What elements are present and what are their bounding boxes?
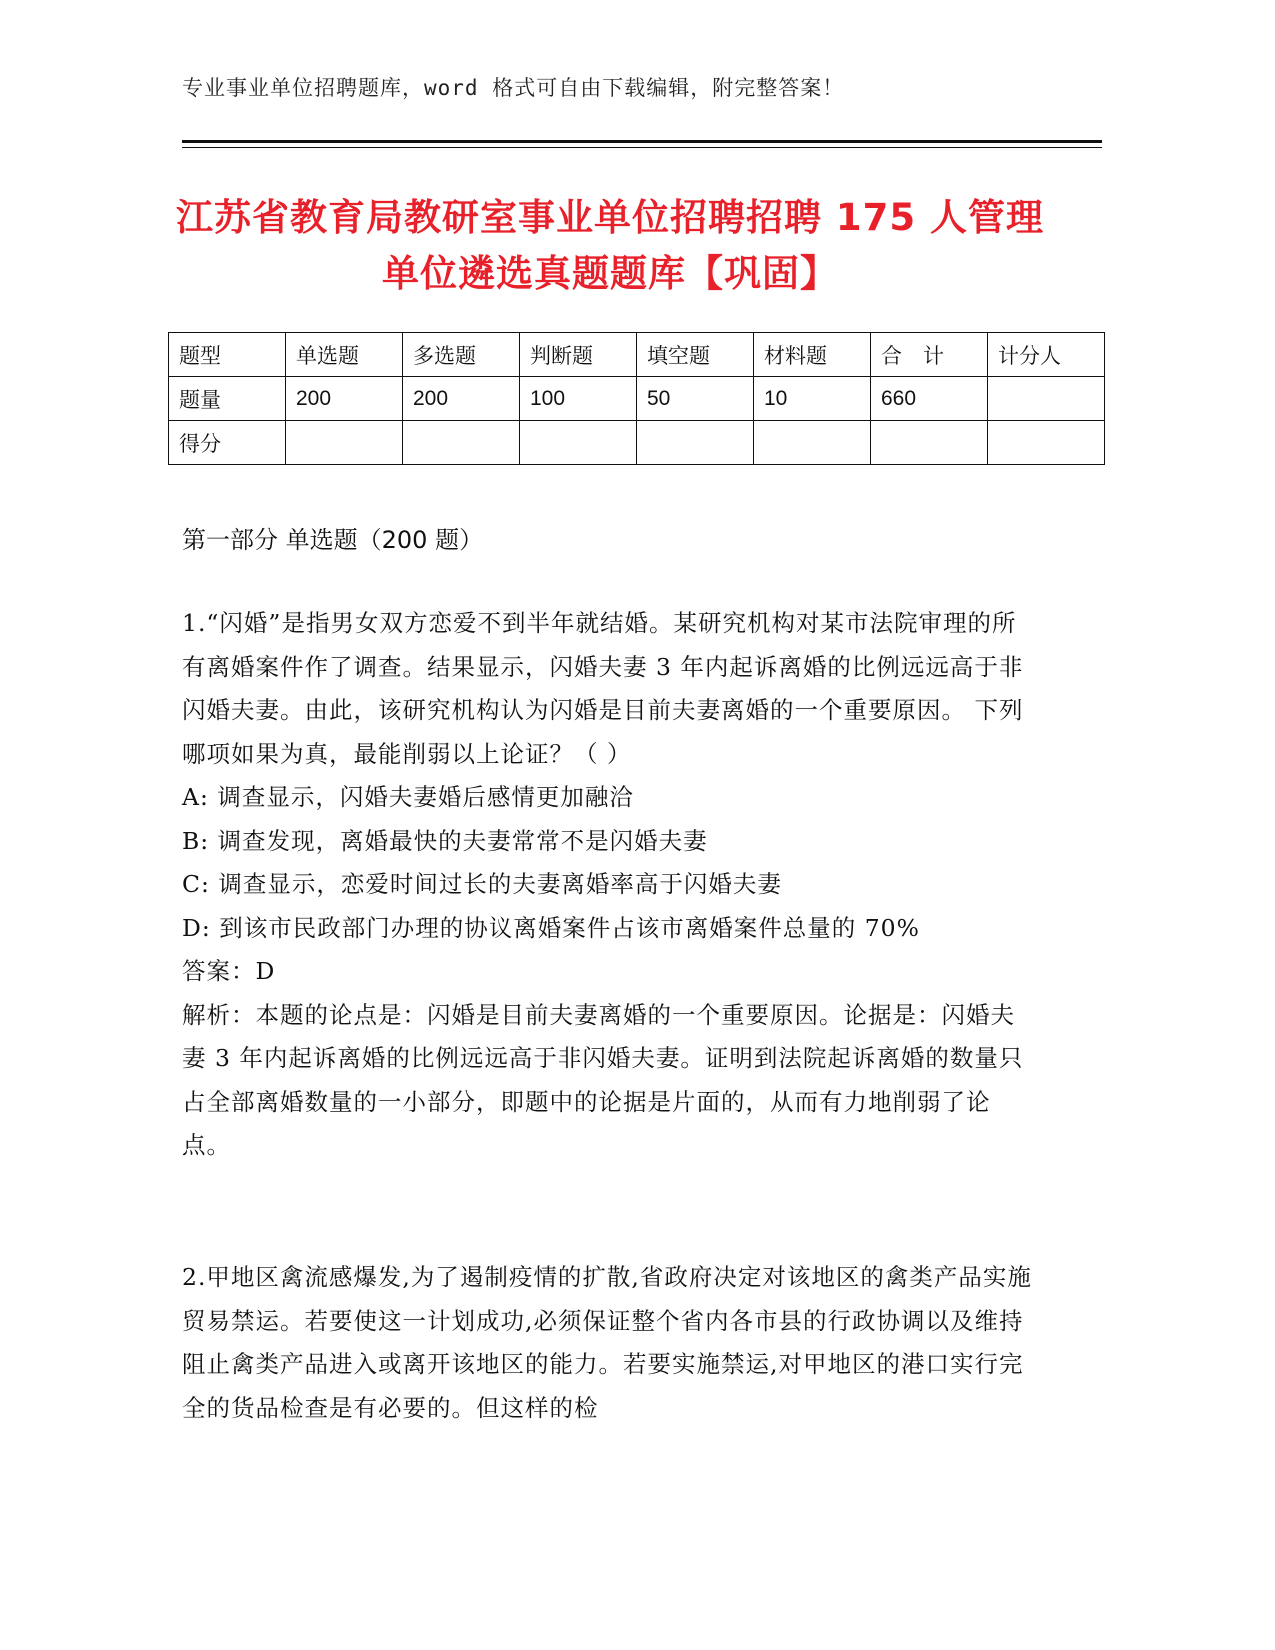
table-cell: 合 计 bbox=[871, 333, 988, 377]
table-cell bbox=[988, 421, 1105, 465]
option-c: C: 调查显示，恋爱时间过长的夫妻离婚率高于闪婚夫妻 bbox=[182, 870, 782, 898]
table-cell bbox=[403, 421, 520, 465]
option-b: B: 调查发现，离婚最快的夫妻常常不是闪婚夫妻 bbox=[182, 826, 708, 855]
table-row-header bbox=[169, 333, 1105, 377]
question-1 bbox=[182, 602, 1032, 1168]
answer bbox=[182, 950, 1032, 994]
question-stem: 1.“闪婚”是指男女双方恋爱不到半年就结婚。某研究机构对某市法院审理的所有离婚案件作了调查。结果显示，闪婚夫妻 3 年内起诉离婚的比例远远高于非闪婚夫妻。由此，该研究机构认为闪婚是目前夫妻离婚的一个重要原因。 下列哪项如果为真，最能削弱以上论证？（ ） bbox=[182, 609, 1024, 768]
question-2 bbox=[182, 1256, 1032, 1430]
table-cell: 判断题 bbox=[520, 333, 637, 377]
header-note: 专业事业单位招聘题库，word 格式可自由下载编辑，附完整答案！ bbox=[182, 76, 845, 100]
header-rule-thick bbox=[182, 140, 1102, 143]
table-cell: 计分人 bbox=[988, 333, 1105, 377]
table-cell bbox=[988, 377, 1105, 421]
question-stem: 2.甲地区禽流感爆发,为了遏制疫情的扩散,省政府决定对该地区的禽类产品实施贸易禁运。若要使这一计划成功,必须保证整个省内各市县的行政协调以及维持阻止禽类产品进入或离开该地区的能力。若要实施禁运,对甲地区的港口实行完全的货品检查是有必要的。但这样的检 bbox=[182, 1263, 1032, 1422]
analysis-text: 本题的论点是：闪婚是目前夫妻离婚的一个重要原因。论据是：闪婚夫妻 3 年内起诉离婚的比例远远高于非闪婚夫妻。证明到法院起诉离婚的数量只占全部离婚数量的一小部分，即题中的论据是片面的，从而有力地削弱了论点。 bbox=[182, 1000, 1024, 1159]
table-cell bbox=[637, 421, 754, 465]
table-cell: 题型 bbox=[169, 333, 286, 377]
table-cell: 材料题 bbox=[754, 333, 871, 377]
table-cell: 单选题 bbox=[286, 333, 403, 377]
table-cell: 多选题 bbox=[403, 333, 520, 377]
table-cell: 10 bbox=[754, 377, 871, 421]
section-title: 第一部分 单选题（200 题） bbox=[182, 526, 484, 554]
analysis-label: 解析： bbox=[182, 1000, 256, 1029]
table-cell: 660 bbox=[871, 377, 988, 421]
analysis bbox=[182, 994, 1032, 1168]
table-row-score bbox=[169, 421, 1105, 465]
answer-label: 答案： bbox=[182, 957, 256, 985]
table-cell bbox=[520, 421, 637, 465]
table-cell: 200 bbox=[403, 377, 520, 421]
score-table bbox=[168, 332, 1105, 465]
table-cell: 50 bbox=[637, 377, 754, 421]
table-cell bbox=[754, 421, 871, 465]
table-cell bbox=[871, 421, 988, 465]
answer-value: D bbox=[255, 957, 276, 985]
table-cell: 200 bbox=[286, 377, 403, 421]
option-d: D: 到该市民政部门办理的协议离婚案件占该市离婚案件总量的 70% bbox=[182, 913, 920, 942]
table-cell: 填空题 bbox=[637, 333, 754, 377]
table-cell: 得分 bbox=[169, 421, 286, 465]
table-row-count bbox=[169, 377, 1105, 421]
table-cell: 题量 bbox=[169, 377, 286, 421]
document-title: 江苏省教育局教研室事业单位招聘招聘 175 人管理单位遴选真题题库【巩固】 bbox=[176, 196, 1044, 295]
header-rule-thin bbox=[182, 147, 1102, 148]
table-cell: 100 bbox=[520, 377, 637, 421]
table-cell bbox=[286, 421, 403, 465]
option-a: A: 调查显示，闪婚夫妻婚后感情更加融洽 bbox=[182, 783, 634, 811]
